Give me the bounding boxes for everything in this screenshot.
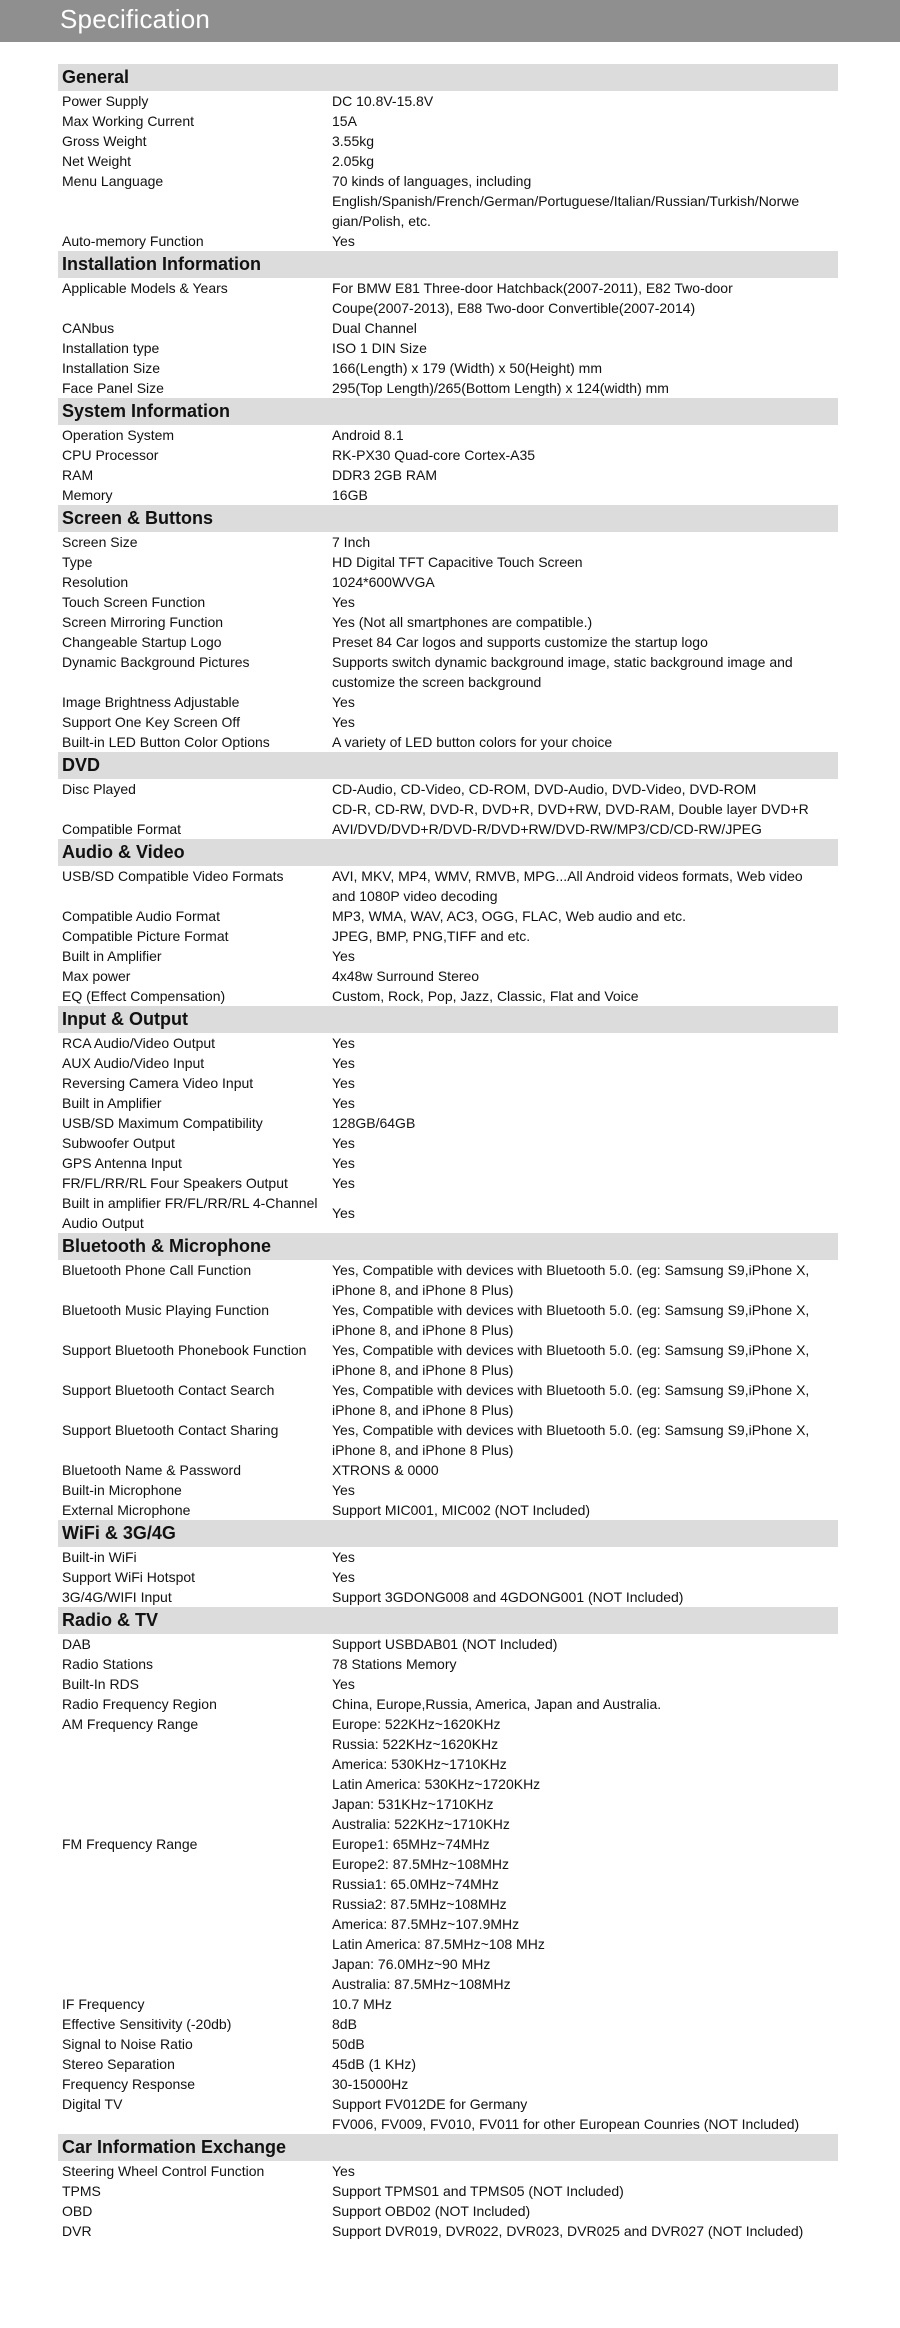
spec-row <box>58 1694 838 1714</box>
spec-label: Menu Language <box>62 173 164 189</box>
spec-row <box>58 278 838 318</box>
spec-label: Reversing Camera Video Input <box>62 1075 254 1091</box>
spec-label: Bluetooth Music Playing Function <box>62 1302 269 1318</box>
spec-row <box>58 592 838 612</box>
spec-row <box>58 1420 838 1460</box>
spec-row <box>58 1654 838 1674</box>
spec-value: Support TPMS01 and TPMS05 (NOT Included) <box>332 2183 624 2199</box>
spec-value: 166(Length) x 179 (Width) x 50(Height) mm <box>332 360 602 376</box>
section-title: Radio & TV <box>58 1607 838 1634</box>
spec-value: Yes <box>332 1035 355 1051</box>
spec-label: Screen Mirroring Function <box>62 614 224 630</box>
spec-value: Yes <box>332 1205 355 1221</box>
spec-row <box>58 732 838 752</box>
spec-row <box>58 532 838 552</box>
spec-value: Yes <box>332 1055 355 1071</box>
spec-label: USB/SD Maximum Compatibility <box>62 1115 263 1131</box>
spec-row <box>58 1480 838 1500</box>
spec-value: Yes <box>332 1095 355 1111</box>
spec-label: Built-in Microphone <box>62 1482 182 1498</box>
spec-value: Yes <box>332 2163 355 2179</box>
spec-label: Compatible Format <box>62 821 182 837</box>
spec-label: GPS Antenna Input <box>62 1155 182 1171</box>
spec-label: Net Weight <box>62 153 131 169</box>
spec-section <box>58 251 838 398</box>
spec-value: Android 8.1 <box>332 427 404 443</box>
spec-row <box>58 1173 838 1193</box>
spec-row <box>58 652 838 692</box>
spec-row <box>58 2094 838 2134</box>
spec-row <box>58 2014 838 2034</box>
spec-value: 16GB <box>332 487 368 503</box>
spec-value: For BMW E81 Three-door Hatchback(2007-2011), E82 Two-door Coupe(2007-2013), E88 Two-door Convertible(2007-2014) <box>332 280 733 316</box>
spec-row <box>58 2161 838 2181</box>
spec-row <box>58 572 838 592</box>
spec-label: Built in amplifier FR/FL/RR/RL 4-Channel Audio Output <box>62 1195 318 1231</box>
spec-label: Memory <box>62 487 113 503</box>
spec-label: Built-in WiFi <box>62 1549 137 1565</box>
spec-row <box>58 171 838 231</box>
spec-row <box>58 1834 838 1994</box>
spec-section <box>58 64 838 251</box>
spec-value: MP3, WMA, WAV, AC3, OGG, FLAC, Web audio and etc. <box>332 908 687 924</box>
spec-label: Compatible Picture Format <box>62 928 229 944</box>
spec-row <box>58 2034 838 2054</box>
spec-section <box>58 839 838 1006</box>
spec-value: Yes <box>332 1155 355 1171</box>
spec-label: Max power <box>62 968 131 984</box>
spec-label: Bluetooth Name & Password <box>62 1462 241 1478</box>
spec-value: AVI/DVD/DVD+R/DVD-R/DVD+RW/DVD-RW/MP3/CD/CD-RW/JPEG <box>332 821 762 837</box>
spec-label: Resolution <box>62 574 129 590</box>
spec-value: Yes (Not all smartphones are compatible.) <box>332 614 593 630</box>
spec-value: 1024*600WVGA <box>332 574 435 590</box>
spec-value: Support DVR019, DVR022, DVR023, DVR025 and DVR027 (NOT Included) <box>332 2223 804 2239</box>
spec-row <box>58 465 838 485</box>
spec-row <box>58 318 838 338</box>
spec-section <box>58 1607 838 2134</box>
spec-row <box>58 1133 838 1153</box>
spec-value: Yes <box>332 1175 355 1191</box>
spec-label: FM Frequency Range <box>62 1836 198 1852</box>
spec-value: Europe: 522KHz~1620KHz Russia: 522KHz~1620KHz America: 530KHz~1710KHz Latin America: 530KHz~1720KHz Japan: 531KHz~1710KHz Australia: 522KHz~1710KHz <box>332 1716 541 1832</box>
spec-row <box>58 906 838 926</box>
spec-row <box>58 632 838 652</box>
spec-value: Preset 84 Car logos and supports customize the startup logo <box>332 634 708 650</box>
section-title: Audio & Video <box>58 839 838 866</box>
spec-row <box>58 1587 838 1607</box>
spec-row <box>58 1073 838 1093</box>
spec-label: Support One Key Screen Off <box>62 714 240 730</box>
spec-row <box>58 91 838 111</box>
spec-label: Support Bluetooth Phonebook Function <box>62 1342 307 1358</box>
section-title: General <box>58 64 838 91</box>
spec-row <box>58 1500 838 1520</box>
section-title: DVD <box>58 752 838 779</box>
spec-row <box>58 358 838 378</box>
spec-section <box>58 752 838 839</box>
section-title: Input & Output <box>58 1006 838 1033</box>
spec-label: 3G/4G/WIFI Input <box>62 1589 172 1605</box>
spec-value: China, Europe,Russia, America, Japan and Australia. <box>332 1696 662 1712</box>
spec-value: 128GB/64GB <box>332 1115 416 1131</box>
spec-value: RK-PX30 Quad-core Cortex-A35 <box>332 447 536 463</box>
spec-row <box>58 111 838 131</box>
spec-value: Yes, Compatible with devices with Bluetooth 5.0. (eg: Samsung S9,iPhone X, iPhone 8, and iPhone 8 Plus) <box>332 1422 810 1458</box>
spec-value: 70 kinds of languages, including English/Spanish/French/German/Portuguese/Italian/Russian/Turkish/Norwe gian/Polish, etc. <box>332 173 800 229</box>
spec-row <box>58 2074 838 2094</box>
spec-label: Auto-memory Function <box>62 233 204 249</box>
spec-label: Applicable Models & Years <box>62 280 228 296</box>
spec-row <box>58 338 838 358</box>
spec-row <box>58 966 838 986</box>
spec-label: Installation Size <box>62 360 161 376</box>
spec-label: CANbus <box>62 320 115 336</box>
spec-value: HD Digital TFT Capacitive Touch Screen <box>332 554 583 570</box>
spec-value: Yes <box>332 233 355 249</box>
spec-value: XTRONS & 0000 <box>332 1462 439 1478</box>
spec-row <box>58 1153 838 1173</box>
spec-value: Yes <box>332 1075 355 1091</box>
spec-label: Installation type <box>62 340 160 356</box>
spec-label: Support Bluetooth Contact Search <box>62 1382 275 1398</box>
spec-value: 8dB <box>332 2016 357 2032</box>
spec-label: Power Supply <box>62 93 149 109</box>
spec-value: Custom, Rock, Pop, Jazz, Classic, Flat and Voice <box>332 988 639 1004</box>
spec-label: Dynamic Background Pictures <box>62 654 250 670</box>
spec-value: CD-Audio, CD-Video, CD-ROM, DVD-Audio, DVD-Video, DVD-ROM CD-R, CD-RW, DVD-R, DVD+R, DVD+RW, DVD-RAM, Double layer DVD+R <box>332 781 809 817</box>
spec-row <box>58 151 838 171</box>
spec-value: 7 Inch <box>332 534 371 550</box>
spec-value: DC 10.8V-15.8V <box>332 93 434 109</box>
spec-label: Frequency Response <box>62 2076 196 2092</box>
spec-label: Built-In RDS <box>62 1676 140 1692</box>
spec-value: Yes, Compatible with devices with Bluetooth 5.0. (eg: Samsung S9,iPhone X, iPhone 8, and iPhone 8 Plus) <box>332 1262 810 1298</box>
spec-label: Stereo Separation <box>62 2056 175 2072</box>
section-title: Bluetooth & Microphone <box>58 1233 838 1260</box>
section-title: WiFi & 3G/4G <box>58 1520 838 1547</box>
spec-label: Screen Size <box>62 534 138 550</box>
section-title: Car Information Exchange <box>58 2134 838 2161</box>
spec-value: 3.55kg <box>332 133 375 149</box>
spec-row <box>58 231 838 251</box>
spec-label: Radio Stations <box>62 1656 154 1672</box>
spec-row <box>58 1260 838 1300</box>
spec-row <box>58 1460 838 1480</box>
spec-row <box>58 131 838 151</box>
spec-label: Disc Played <box>62 781 136 797</box>
page-title: Specification <box>60 4 211 34</box>
spec-label: Signal to Noise Ratio <box>62 2036 193 2052</box>
spec-row <box>58 1053 838 1073</box>
spec-row <box>58 2054 838 2074</box>
spec-value: 50dB <box>332 2036 365 2052</box>
spec-section <box>58 1233 838 1520</box>
spec-label: FR/FL/RR/RL Four Speakers Output <box>62 1175 288 1191</box>
spec-label: Gross Weight <box>62 133 147 149</box>
spec-label: DAB <box>62 1636 91 1652</box>
spec-row <box>58 552 838 572</box>
specification-table <box>58 64 838 2241</box>
spec-value: 78 Stations Memory <box>332 1656 457 1672</box>
spec-label: Built in Amplifier <box>62 1095 162 1111</box>
spec-row <box>58 1093 838 1113</box>
spec-value: JPEG, BMP, PNG,TIFF and etc. <box>332 928 531 944</box>
spec-label: IF Frequency <box>62 1996 145 2012</box>
spec-value: A variety of LED button colors for your choice <box>332 734 613 750</box>
spec-value: Yes <box>332 1135 355 1151</box>
spec-row <box>58 986 838 1006</box>
spec-label: Built-in LED Button Color Options <box>62 734 270 750</box>
spec-value: 45dB (1 KHz) <box>332 2056 417 2072</box>
spec-label: Compatible Audio Format <box>62 908 220 924</box>
spec-label: External Microphone <box>62 1502 191 1518</box>
spec-label: DVR <box>62 2223 92 2239</box>
spec-value: Support MIC001, MIC002 (NOT Included) <box>332 1502 591 1518</box>
spec-section <box>58 1520 838 1607</box>
spec-label: AM Frequency Range <box>62 1716 199 1732</box>
spec-row <box>58 485 838 505</box>
spec-value: Dual Channel <box>332 320 417 336</box>
spec-value: Yes <box>332 1676 355 1692</box>
spec-value: Yes <box>332 714 355 730</box>
spec-label: Digital TV <box>62 2096 123 2112</box>
spec-label: Built in Amplifier <box>62 948 162 964</box>
spec-value: Yes <box>332 694 355 710</box>
spec-label: Bluetooth Phone Call Function <box>62 1262 252 1278</box>
spec-value: Supports switch dynamic background image, static background image and customize the screen background <box>332 654 793 690</box>
spec-row <box>58 2221 838 2241</box>
spec-label: Touch Screen Function <box>62 594 206 610</box>
spec-label: Image Brightness Adjustable <box>62 694 240 710</box>
spec-value: 295(Top Length)/265(Bottom Length) x 124(width) mm <box>332 380 669 396</box>
spec-label: RCA Audio/Video Output <box>62 1035 216 1051</box>
spec-row <box>58 946 838 966</box>
spec-row <box>58 692 838 712</box>
spec-value: 4x48w Surround Stereo <box>332 968 480 984</box>
spec-value: Yes <box>332 1569 355 1585</box>
spec-label: Subwoofer Output <box>62 1135 175 1151</box>
spec-value: Support USBDAB01 (NOT Included) <box>332 1636 558 1652</box>
spec-label: AUX Audio/Video Input <box>62 1055 205 1071</box>
spec-row <box>58 1193 838 1233</box>
spec-row <box>58 712 838 732</box>
spec-row <box>58 1547 838 1567</box>
spec-value: Support OBD02 (NOT Included) <box>332 2203 531 2219</box>
spec-row <box>58 819 838 839</box>
spec-section <box>58 2134 838 2241</box>
spec-value: 2.05kg <box>332 153 375 169</box>
spec-row <box>58 866 838 906</box>
spec-row <box>58 1113 838 1133</box>
spec-label: TPMS <box>62 2183 101 2199</box>
spec-label: OBD <box>62 2203 93 2219</box>
spec-row <box>58 779 838 819</box>
spec-label: Radio Frequency Region <box>62 1696 217 1712</box>
spec-row <box>58 445 838 465</box>
section-title: System Information <box>58 398 838 425</box>
spec-value: 30-15000Hz <box>332 2076 409 2092</box>
spec-row <box>58 1340 838 1380</box>
spec-label: Max Working Current <box>62 113 195 129</box>
spec-label: Steering Wheel Control Function <box>62 2163 265 2179</box>
spec-label: EQ (Effect Compensation) <box>62 988 226 1004</box>
section-title: Screen & Buttons <box>58 505 838 532</box>
spec-value: Europe1: 65MHz~74MHz Europe2: 87.5MHz~108MHz Russia1: 65.0MHz~74MHz Russia2: 87.5MHz~108MHz America: 87.5MHz~107.9MHz Latin America: 87.5MHz~108 MHz Japan: 76.0MHz~90 MHz Australia: 87.5MHz~108MHz <box>332 1836 545 1992</box>
spec-row <box>58 1634 838 1654</box>
spec-value: Yes, Compatible with devices with Bluetooth 5.0. (eg: Samsung S9,iPhone X, iPhone 8, and iPhone 8 Plus) <box>332 1342 810 1378</box>
spec-value: Yes <box>332 1549 355 1565</box>
spec-row <box>58 425 838 445</box>
spec-value: ISO 1 DIN Size <box>332 340 427 356</box>
spec-value: Support 3GDONG008 and 4GDONG001 (NOT Included) <box>332 1589 684 1605</box>
spec-row <box>58 1033 838 1053</box>
spec-section <box>58 398 838 505</box>
spec-value: 15A <box>332 113 357 129</box>
spec-label: CPU Processor <box>62 447 159 463</box>
page-header <box>0 0 900 42</box>
spec-section <box>58 1006 838 1233</box>
spec-label: Changeable Startup Logo <box>62 634 222 650</box>
spec-value: Yes <box>332 1482 355 1498</box>
spec-label: Support Bluetooth Contact Sharing <box>62 1422 279 1438</box>
spec-label: Support WiFi Hotspot <box>62 1569 196 1585</box>
spec-label: Effective Sensitivity (-20db) <box>62 2016 232 2032</box>
spec-row <box>58 1300 838 1340</box>
spec-row <box>58 1714 838 1834</box>
spec-row <box>58 612 838 632</box>
spec-value: Yes <box>332 594 355 610</box>
spec-row <box>58 1994 838 2014</box>
spec-value: Support FV012DE for Germany FV006, FV009, FV010, FV011 for other European Counries (NOT Included) <box>332 2096 800 2132</box>
spec-row <box>58 2201 838 2221</box>
spec-label: RAM <box>62 467 94 483</box>
spec-section <box>58 505 838 752</box>
section-title: Installation Information <box>58 251 838 278</box>
spec-row <box>58 1380 838 1420</box>
spec-label: Operation System <box>62 427 175 443</box>
spec-label: Face Panel Size <box>62 380 164 396</box>
spec-value: Yes, Compatible with devices with Bluetooth 5.0. (eg: Samsung S9,iPhone X, iPhone 8, and iPhone 8 Plus) <box>332 1302 810 1338</box>
spec-value: 10.7 MHz <box>332 1996 392 2012</box>
spec-value: AVI, MKV, MP4, WMV, RMVB, MPG...All Android videos formats, Web video and 1080P video decoding <box>332 868 803 904</box>
spec-row <box>58 1567 838 1587</box>
spec-row <box>58 2181 838 2201</box>
spec-value: Yes <box>332 948 355 964</box>
spec-value: Yes, Compatible with devices with Bluetooth 5.0. (eg: Samsung S9,iPhone X, iPhone 8, and iPhone 8 Plus) <box>332 1382 810 1418</box>
spec-label: Type <box>62 554 93 570</box>
spec-row <box>58 378 838 398</box>
spec-row <box>58 926 838 946</box>
spec-row <box>58 1674 838 1694</box>
spec-value: DDR3 2GB RAM <box>332 467 438 483</box>
spec-label: USB/SD Compatible Video Formats <box>62 868 284 884</box>
